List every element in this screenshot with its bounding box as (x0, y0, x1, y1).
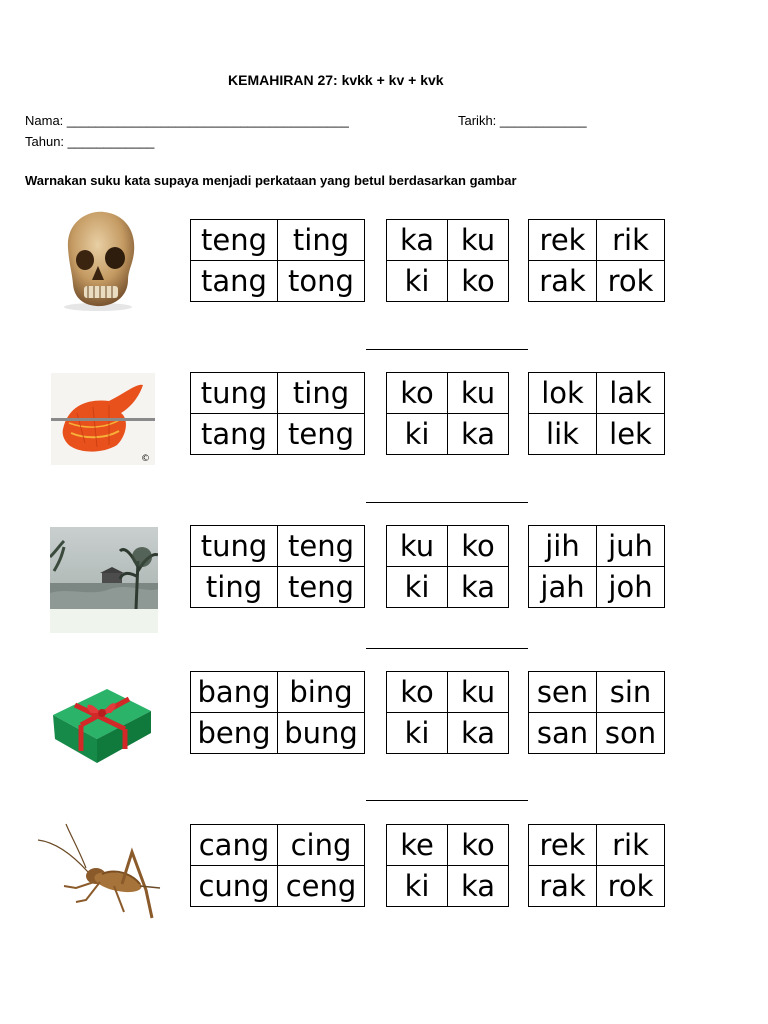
syllable-cell[interactable]: lik (529, 414, 597, 455)
syllable-cell[interactable]: ku (448, 672, 509, 713)
syllable-cell[interactable]: ka (448, 567, 509, 608)
syllable-cell[interactable]: juh (597, 526, 665, 567)
syllable-cell[interactable]: bung (278, 713, 365, 754)
answer-line[interactable] (366, 648, 528, 649)
syllable-table-2a (190, 372, 365, 455)
syllable-table-5b (386, 824, 509, 907)
syllable-table-2b (386, 372, 509, 455)
syllable-cell[interactable]: rok (597, 866, 665, 907)
answer-line[interactable] (366, 502, 528, 503)
answer-line[interactable] (366, 349, 528, 350)
syllable-cell[interactable]: ki (387, 866, 448, 907)
syllable-cell[interactable]: tung (191, 373, 278, 414)
syllable-cell[interactable]: ting (278, 373, 365, 414)
syllable-table-4b (386, 671, 509, 754)
syllable-cell[interactable]: ku (448, 373, 509, 414)
skull-picture (58, 208, 142, 312)
syllable-cell[interactable]: tung (191, 526, 278, 567)
syllable-table-1c (528, 219, 665, 302)
syllable-cell[interactable]: ceng (278, 866, 365, 907)
syllable-cell[interactable]: ka (448, 414, 509, 455)
syllable-cell[interactable]: teng (191, 220, 278, 261)
tahun-field: Tahun: ____________ (25, 134, 155, 149)
syllable-cell[interactable]: rek (529, 220, 597, 261)
syllable-cell[interactable]: bang (191, 672, 278, 713)
syllable-cell[interactable]: rik (597, 220, 665, 261)
syllable-cell[interactable]: ko (387, 373, 448, 414)
nama-field: Nama: _______________________________________ (25, 113, 349, 128)
syllable-table-1b (386, 219, 509, 302)
syllable-table-5c (528, 824, 665, 907)
syllable-cell[interactable]: rak (529, 866, 597, 907)
syllable-cell[interactable]: ki (387, 713, 448, 754)
syllable-cell[interactable]: lok (529, 373, 597, 414)
syllable-cell[interactable]: jih (529, 526, 597, 567)
syllable-cell[interactable]: ku (448, 220, 509, 261)
syllable-cell[interactable]: san (529, 713, 597, 754)
syllable-table-2c (528, 372, 665, 455)
syllable-table-1a (190, 219, 365, 302)
copyright-mark: © (141, 454, 150, 464)
syllable-table-4c (528, 671, 665, 754)
cricket-picture (36, 822, 162, 930)
syllable-cell[interactable]: rok (597, 261, 665, 302)
syllable-cell[interactable]: beng (191, 713, 278, 754)
syllable-cell[interactable]: son (597, 713, 665, 754)
syllable-table-3b (386, 525, 509, 608)
syllable-cell[interactable]: teng (278, 526, 365, 567)
syllable-cell[interactable]: tong (278, 261, 365, 302)
syllable-table-5a (190, 824, 365, 907)
syllable-cell[interactable]: bing (278, 672, 365, 713)
gift-box-picture (51, 675, 155, 767)
syllable-cell[interactable]: tang (191, 261, 278, 302)
syllable-cell[interactable]: tang (191, 414, 278, 455)
syllable-cell[interactable]: ki (387, 414, 448, 455)
syllable-table-3c (528, 525, 665, 608)
syllable-cell[interactable]: ka (448, 713, 509, 754)
syllable-cell[interactable]: cang (191, 825, 278, 866)
syllable-cell[interactable]: ting (278, 220, 365, 261)
syllable-cell[interactable]: ko (448, 526, 509, 567)
syllable-cell[interactable]: cing (278, 825, 365, 866)
tarikh-field: Tarikh: ____________ (458, 113, 587, 128)
syllable-cell[interactable]: ko (387, 672, 448, 713)
worksheet-title: KEMAHIRAN 27: kvkk + kv + kvk (228, 72, 444, 88)
storm-picture (50, 527, 158, 633)
syllable-table-4a (190, 671, 365, 754)
syllable-cell[interactable]: ku (387, 526, 448, 567)
syllable-cell[interactable]: ki (387, 261, 448, 302)
syllable-cell[interactable]: joh (597, 567, 665, 608)
syllable-cell[interactable]: sin (597, 672, 665, 713)
syllable-cell[interactable]: sen (529, 672, 597, 713)
syllable-cell[interactable]: lak (597, 373, 665, 414)
syllable-cell[interactable]: cung (191, 866, 278, 907)
syllable-cell[interactable]: ka (387, 220, 448, 261)
syllable-cell[interactable]: rik (597, 825, 665, 866)
instruction: Warnakan suku kata supaya menjadi perkataan yang betul berdasarkan gambar (25, 173, 517, 188)
syllable-cell[interactable]: ko (448, 261, 509, 302)
syllable-cell[interactable]: rek (529, 825, 597, 866)
syllable-cell[interactable]: ki (387, 567, 448, 608)
syllable-cell[interactable]: ko (448, 825, 509, 866)
answer-line[interactable] (366, 800, 528, 801)
songkok-tanjak-picture (51, 373, 155, 465)
syllable-cell[interactable]: teng (278, 567, 365, 608)
syllable-cell[interactable]: ting (191, 567, 278, 608)
syllable-cell[interactable]: jah (529, 567, 597, 608)
syllable-cell[interactable]: rak (529, 261, 597, 302)
syllable-cell[interactable]: ke (387, 825, 448, 866)
syllable-cell[interactable]: ka (448, 866, 509, 907)
syllable-table-3a (190, 525, 365, 608)
syllable-cell[interactable]: lek (597, 414, 665, 455)
syllable-cell[interactable]: teng (278, 414, 365, 455)
